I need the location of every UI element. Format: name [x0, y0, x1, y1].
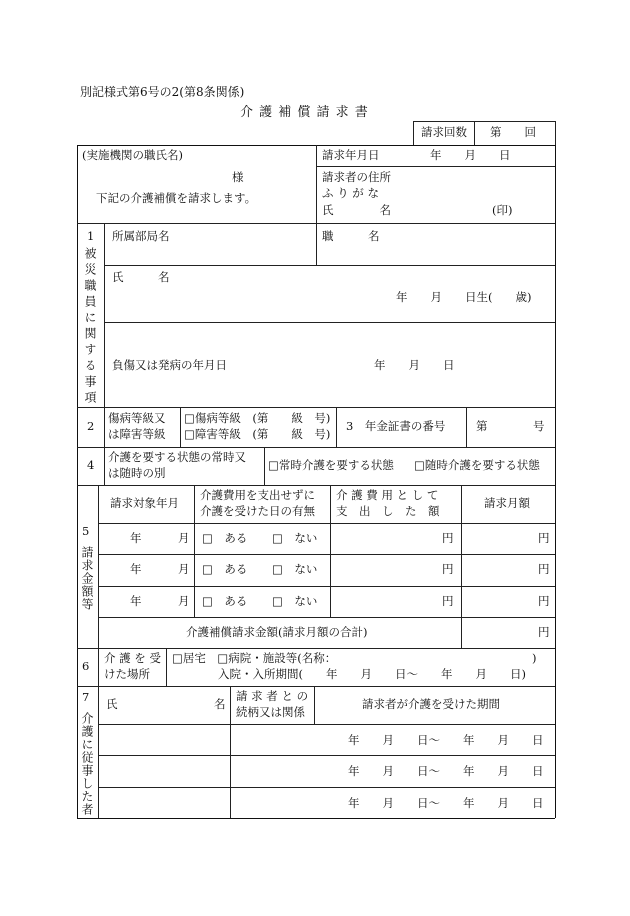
sec2-label-line2: は障害等級	[108, 427, 166, 441]
birth-date: 年 月 日生( 歳)	[396, 290, 532, 304]
job-label: 職 名	[322, 229, 380, 243]
total-amount-label: 介護補償請求金額(請求月額の合計)	[186, 625, 368, 639]
sec7-vertical-label: 介護に従事した者	[80, 712, 94, 816]
agency-label: (実施機関の職氏名)	[82, 148, 183, 162]
amount-yen: 円	[538, 562, 550, 576]
claim-date-label: 請求年月日	[322, 148, 380, 162]
care-no-checkbox[interactable]: □ ない	[272, 594, 318, 608]
occasional-care-option[interactable]: □随時介護を要する状態	[414, 458, 540, 472]
care-period-header: 請求者が介護を受けた期間	[362, 697, 500, 711]
claim-date-value: 年 月 日	[430, 148, 511, 162]
row-month: 月	[178, 531, 190, 545]
cost-yen: 円	[442, 594, 454, 608]
pension-cert-label: 3 年金証書の番号	[346, 419, 446, 433]
document-title: 介 護 補 償 請 求 書	[240, 105, 369, 120]
sec2-number: 2	[87, 419, 95, 433]
caregiver-name-right: 名	[214, 697, 226, 711]
sama-label: 様	[232, 170, 244, 184]
sec2-label-line1: 傷病等級又	[108, 411, 166, 425]
relation-line2: 続柄又は関係	[236, 705, 305, 719]
form-reference: 別記様式第6号の2(第8条関係)	[80, 85, 245, 99]
cost-yen: 円	[442, 531, 454, 545]
sec7-number: 7	[82, 690, 90, 704]
sec5-number: 5	[82, 524, 90, 538]
row-month: 月	[178, 594, 190, 608]
cost-yen: 円	[442, 562, 454, 576]
care-yes-checkbox[interactable]: □ ある	[202, 531, 248, 545]
disability-grade-option[interactable]: □障害等級 (第 級 号)	[184, 427, 331, 441]
injury-date-label: 負傷又は発病の年月日	[112, 358, 227, 372]
pension-cert-prefix: 第	[476, 419, 488, 433]
sec1-number: 1	[87, 229, 95, 243]
sec4-label-line1: 介護を要する状態の常時又	[108, 450, 246, 464]
request-text: 下記の介護補償を請求します。	[96, 191, 257, 205]
injury-date-value: 年 月 日	[374, 358, 455, 372]
row-month: 月	[178, 562, 190, 576]
sec6-label-line1: 介 護 を 受	[104, 651, 161, 665]
care-no-checkbox[interactable]: □ ない	[272, 562, 318, 576]
care-yes-checkbox[interactable]: □ ある	[202, 594, 248, 608]
care-location-close: )	[532, 651, 537, 665]
sec4-label-line2: は随時の別	[108, 466, 166, 480]
claim-count-label: 請求回数	[421, 125, 467, 139]
col-care-line1: 介護費用を支出せずに	[200, 488, 315, 502]
address-label: 請求者の住所	[322, 170, 391, 184]
admission-period: 入院・入所期間( 年 月 日～ 年 月 日)	[218, 667, 526, 681]
col-claim-month: 請求対象年月	[110, 496, 179, 510]
col-cost-line1: 介 護 費 用 と し て	[336, 488, 439, 502]
row-year: 年	[130, 562, 142, 576]
injury-grade-option[interactable]: □傷病等級 (第 級 号)	[184, 411, 331, 425]
relation-line1: 請 求 者 と の	[236, 689, 309, 703]
sec4-number: 4	[87, 458, 95, 472]
sec5-vertical-label: 請求金額等	[80, 546, 94, 611]
caregiver-name-left: 氏	[106, 697, 118, 711]
row-year: 年	[130, 594, 142, 608]
care-period-row: 年 月 日～ 年 月 日	[348, 764, 544, 778]
victim-name-label: 氏 名	[112, 270, 170, 284]
sec1-vertical-label: 被災職員に関する事項	[83, 247, 97, 407]
care-location-options[interactable]: □居宅 □病院・施設等(名称：	[172, 651, 337, 665]
amount-yen: 円	[538, 594, 550, 608]
sec6-number: 6	[82, 659, 90, 673]
amount-yen: 円	[538, 531, 550, 545]
claim-count-value: 第 回	[490, 125, 536, 139]
seal-mark: (印)	[492, 203, 513, 217]
sec6-label-line2: けた場所	[104, 667, 150, 681]
furigana-label: ふ り が な	[322, 186, 379, 200]
row-year: 年	[130, 531, 142, 545]
claimant-name-label: 氏 名	[322, 203, 391, 217]
col-cost-line2: 支 出 し た 額	[336, 504, 440, 518]
care-period-row: 年 月 日～ 年 月 日	[348, 796, 544, 810]
col-monthly-amount: 請求月額	[484, 496, 530, 510]
col-care-line2: 介護を受けた日の有無	[200, 504, 315, 518]
dept-label: 所属部局名	[112, 229, 170, 243]
total-amount-yen: 円	[538, 625, 550, 639]
constant-care-option[interactable]: □常時介護を要する状態	[268, 458, 394, 472]
pension-cert-suffix: 号	[533, 419, 545, 433]
care-yes-checkbox[interactable]: □ ある	[202, 562, 248, 576]
care-no-checkbox[interactable]: □ ない	[272, 531, 318, 545]
care-period-row: 年 月 日～ 年 月 日	[348, 733, 544, 747]
